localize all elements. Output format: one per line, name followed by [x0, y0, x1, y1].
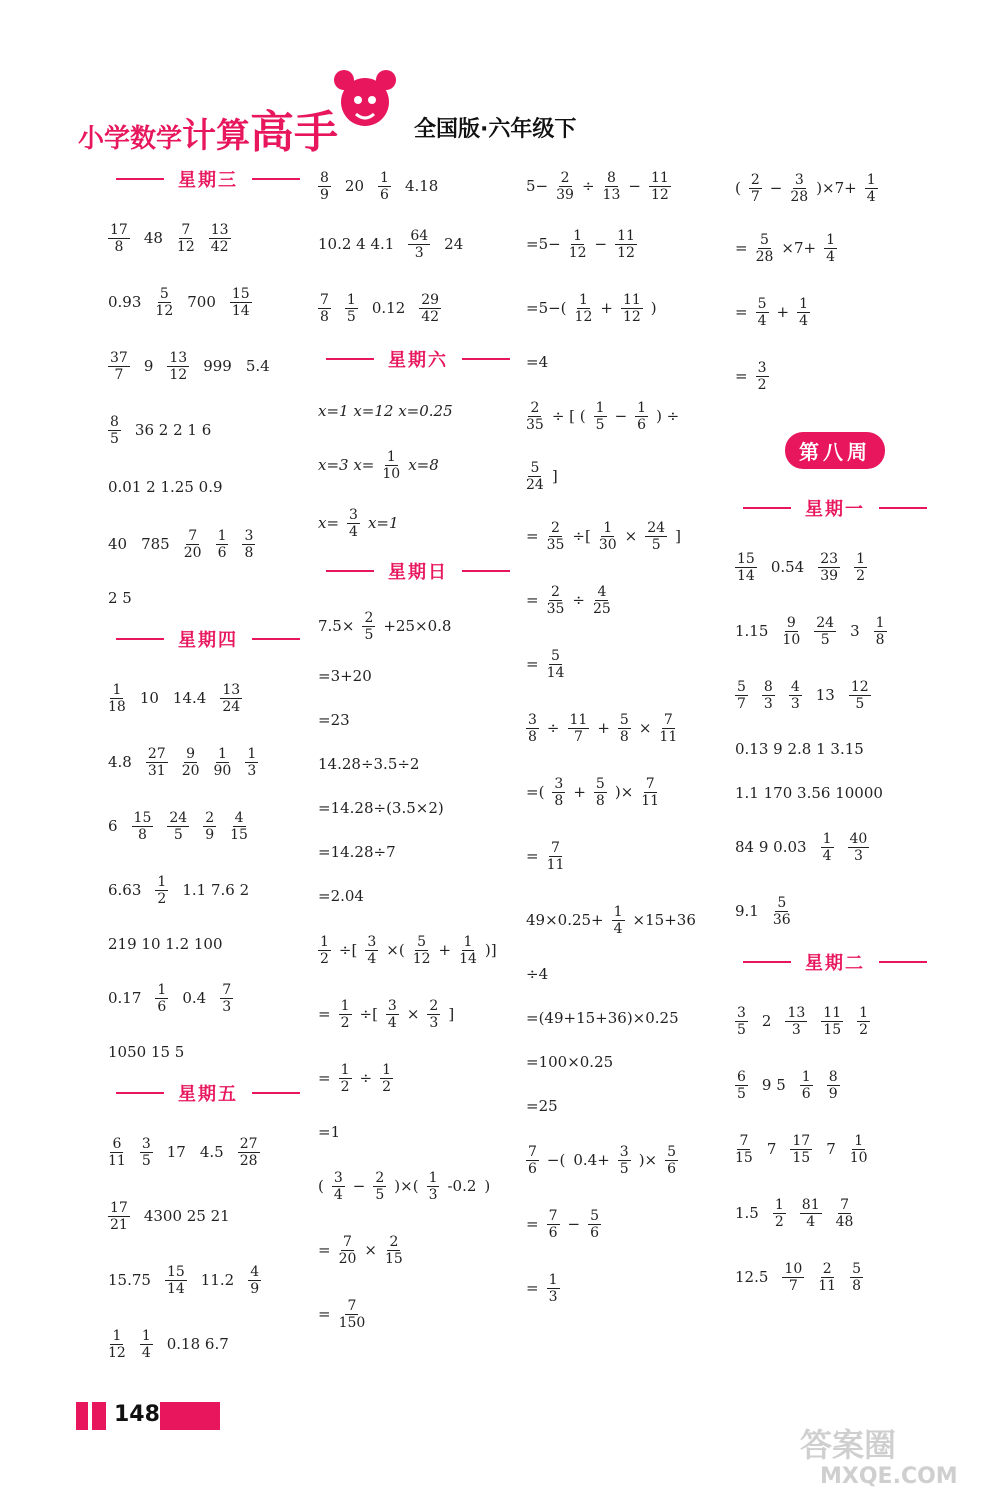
answer-row	[108, 462, 308, 512]
watermark-logo: 答案圈	[800, 1426, 897, 1464]
answer-row: = $\frac{5}{4}$ + $\frac{1}{4}$	[735, 295, 808, 329]
answer-row: =5−( $\frac{1}{12}$ + $\frac{11}{12}$ )	[526, 291, 657, 325]
answer-row	[318, 830, 518, 874]
answer-row: $\frac{7}{6}$ −( 0.4+ $\frac{3}{5}$ )× $\frac{5}{6}$	[528, 1143, 677, 1177]
answer-value: 700	[187, 293, 216, 311]
answer-value: 24	[444, 235, 464, 253]
answer-row	[735, 727, 935, 771]
answer-column-1	[108, 160, 308, 1376]
answer-row: $\frac{8}{5}$ 36 2 2 1 6	[110, 413, 212, 447]
answer-value: 17	[166, 1143, 186, 1161]
answer-value: x=3 x=	[318, 456, 375, 474]
answer-value: 4.5	[199, 1143, 224, 1161]
answer-value: 0.01 2 1.25 0.9	[108, 478, 223, 496]
answer-value: 10	[139, 689, 159, 707]
answer-value: 219 10 1.2 100	[108, 935, 223, 953]
answer-value: 3	[850, 622, 860, 640]
answer-value: 20	[344, 177, 365, 195]
answer-value: x=1	[367, 514, 399, 532]
section-title: 星期四	[178, 630, 238, 651]
answer-row	[318, 1110, 518, 1154]
answer-value: 7.5×	[318, 617, 355, 635]
section-friday	[108, 1080, 308, 1106]
answer-value: 1.5	[735, 1204, 759, 1222]
section-title: 星期五	[178, 1084, 238, 1105]
section-sunday	[318, 558, 518, 584]
answer-value: 9 5	[761, 1076, 786, 1094]
answer-value: 12.5	[735, 1268, 769, 1286]
answer-value: 15.75	[108, 1271, 151, 1289]
answer-row: 6 $\frac{15}{8}$ $\frac{24}{5}$ $\frac{2}{9}$ $\frac{4}{15}$	[108, 809, 248, 843]
answer-value: 48	[143, 229, 163, 247]
answer-row	[526, 952, 731, 996]
answer-row: $\frac{6}{11}$ $\frac{3}{5}$ 17 4.5 $\frac{27}{28}$	[108, 1135, 258, 1169]
answer-value: 0.54	[770, 558, 805, 576]
answer-value: 0.93	[108, 293, 142, 311]
week-label: 第八周	[785, 432, 885, 469]
answer-value: 6	[108, 817, 118, 835]
answer-row: 0.93 $\frac{5}{12}$ 700 $\frac{15}{14}$	[108, 285, 250, 319]
answer-row: 40 785 $\frac{7}{20}$ $\frac{1}{6}$ $\frac{3}{8}$	[108, 527, 254, 561]
answer-value: 0.18 6.7	[166, 1335, 229, 1353]
section-monday	[735, 495, 935, 521]
answer-value: 1.1 7.6 2	[182, 881, 250, 899]
answer-row: $\frac{37}{7}$ 9 $\frac{13}{12}$ 999 5.4	[110, 349, 270, 383]
answer-value: =1	[318, 1123, 341, 1141]
answer-value: 7	[766, 1140, 777, 1158]
section-tuesday	[735, 949, 935, 975]
answer-row: = $\frac{7}{6}$ − $\frac{5}{6}$	[526, 1207, 599, 1241]
answer-value: 4300 25 21	[143, 1207, 230, 1225]
answer-row	[318, 742, 518, 786]
answer-value: 14.28÷3.5÷2	[318, 755, 420, 773]
answer-row: = $\frac{7}{150}$	[318, 1297, 366, 1331]
answer-value: ×15+36	[632, 911, 696, 929]
answer-value: +25×0.8	[383, 617, 452, 635]
answer-value: 0.13 9 2.8 1 3.15	[735, 740, 864, 758]
answer-column-3	[526, 160, 731, 1320]
answer-row: $\frac{1}{12}$ $\frac{1}{4}$ 0.18 6.7	[108, 1327, 229, 1361]
brand-title	[78, 96, 338, 160]
answer-row: $\frac{1}{18}$ 10 14.4 $\frac{13}{24}$	[108, 681, 241, 715]
answer-value: x=8	[408, 456, 439, 474]
brand-small: 小学数学	[78, 124, 183, 154]
answer-row: 9.1 $\frac{5}{36}$	[735, 894, 791, 928]
edition-label: 全国版·六年级下	[414, 117, 577, 142]
answer-value: =14.28÷(3.5×2)	[318, 799, 444, 817]
section-title: 星期二	[805, 953, 865, 974]
answer-value: 785	[141, 535, 170, 553]
answer-row: x=3 x= $\frac{1}{10}$ x=8	[318, 448, 439, 482]
answer-value: =25	[526, 1097, 558, 1115]
answer-value: =14.28÷7	[318, 843, 396, 861]
answer-value: =(49+15+36)×0.25	[526, 1009, 679, 1027]
answer-value: 9	[143, 357, 154, 375]
answer-value: 5−	[526, 177, 549, 195]
section-wednesday	[108, 166, 308, 192]
answer-value: 36 2 2 1 6	[134, 421, 212, 439]
section-thursday	[108, 626, 308, 652]
brand-huge: 高手	[250, 107, 339, 158]
page-header	[0, 0, 1000, 158]
answer-row: $\frac{5}{7}$ $\frac{8}{3}$ $\frac{4}{3}$ 13 $\frac{12}{5}$	[737, 678, 869, 712]
answer-row: 5− $\frac{2}{39}$ ÷ $\frac{8}{13}$ − $\frac{11}{12}$	[526, 169, 669, 203]
answer-value: 11.2	[200, 1271, 235, 1289]
answer-value: =5−	[526, 235, 561, 253]
answer-row: = $\frac{2}{35}$ ÷ $\frac{4}{25}$	[526, 583, 611, 617]
answer-value: 6.63	[108, 881, 142, 899]
answer-value: 0.17	[108, 989, 142, 1007]
answer-row: 6.63 $\frac{1}{2}$ 1.1 7.6 2	[108, 873, 250, 907]
answer-row	[526, 1084, 731, 1128]
answer-row	[108, 1030, 308, 1074]
answer-value: =2.04	[318, 887, 364, 905]
answer-row: 1.15 $\frac{9}{10}$ $\frac{24}{5}$ 3 $\frac{1}{8}$	[735, 614, 885, 648]
answer-row: 0.17 $\frac{1}{6}$ 0.4 $\frac{7}{3}$	[108, 981, 232, 1015]
answer-value: 10.2 4 4.1	[318, 235, 395, 253]
answer-row: $\frac{15}{14}$ 0.54 $\frac{23}{39}$ $\frac{1}{2}$	[737, 550, 865, 584]
answer-value: 0.4+	[573, 1151, 610, 1169]
answer-value: =23	[318, 711, 350, 729]
answer-value: ÷4	[526, 965, 549, 983]
answer-value: 13	[815, 686, 835, 704]
answer-row: $\frac{2}{35}$ ÷ [ ( $\frac{1}{5}$ − $\frac{1}{6}$ ) ÷	[526, 399, 680, 433]
footer-bar	[160, 1402, 220, 1430]
answer-row: = $\frac{1}{3}$	[526, 1271, 558, 1305]
answer-value: x=	[318, 514, 340, 532]
answer-row	[526, 1040, 731, 1084]
answer-column-2	[318, 160, 518, 1346]
answer-row: ( $\frac{2}{7}$ − $\frac{3}{28}$ )×7+ $\frac{1}{4}$	[735, 171, 876, 205]
answer-value: 999	[203, 357, 232, 375]
section-title: 星期六	[388, 350, 448, 371]
answer-row: = $\frac{2}{35}$ ÷[ $\frac{1}{30}$ × $\frac{24}{5}$ ]	[526, 519, 681, 553]
answer-row: $\frac{3}{5}$ 2 $\frac{13}{3}$ $\frac{11}{15}$ $\frac{1}{2}$	[737, 1004, 869, 1038]
answer-row: 4.8 $\frac{27}{31}$ $\frac{9}{20}$ $\frac{1}{90}$ $\frac{1}{3}$	[108, 745, 257, 779]
answer-value: 84 9 0.03	[735, 838, 807, 856]
answer-row: $\frac{7}{8}$ $\frac{1}{5}$ 0.12 $\frac{29}{42}$	[320, 291, 440, 325]
answer-row	[526, 340, 731, 384]
section-title: 星期日	[388, 562, 448, 583]
answer-row	[318, 654, 518, 698]
answer-row	[108, 922, 308, 966]
answer-row	[108, 576, 308, 620]
answer-value: 0.4	[182, 989, 207, 1007]
answer-column-4	[735, 160, 935, 1309]
section-title: 星期三	[178, 170, 238, 191]
footer-bar	[76, 1402, 88, 1430]
answer-row: 49×0.25+ $\frac{1}{4}$ ×15+36	[526, 903, 696, 937]
answer-row: = $\frac{3}{2}$	[735, 359, 767, 393]
answer-row: 7.5× $\frac{2}{5}$ +25×0.8	[318, 609, 452, 643]
footer-bar	[92, 1402, 106, 1430]
answer-row: 12.5 $\frac{10}{7}$ $\frac{2}{11}$ $\frac{5}{8}$	[735, 1260, 861, 1294]
answer-row	[318, 874, 518, 918]
answer-row	[318, 698, 518, 742]
answer-value: 2	[761, 1012, 772, 1030]
answer-row: $\frac{17}{8}$ 48 $\frac{7}{12}$ $\frac{13}{42}$	[110, 221, 229, 255]
answer-row: = $\frac{5}{28}$ ×7+ $\frac{1}{4}$	[735, 231, 836, 265]
answer-value: 0.12	[371, 299, 406, 317]
answer-value: 14.4	[172, 689, 207, 707]
answer-row: =( $\frac{3}{8}$ + $\frac{5}{8}$ )× $\frac{7}{11}$	[526, 775, 660, 809]
answer-row: $\frac{3}{8}$ ÷ $\frac{11}{7}$ + $\frac{5}{8}$ × $\frac{7}{11}$	[528, 711, 678, 745]
answer-value: 40	[108, 535, 128, 553]
answer-value: 1050 15 5	[108, 1043, 185, 1061]
answer-row: $\frac{5}{24}$ ]	[526, 459, 558, 493]
answer-row: = $\frac{1}{2}$ ÷[ $\frac{3}{4}$ × $\frac{2}{3}$ ]	[318, 997, 455, 1031]
answer-row: ( $\frac{3}{4}$ − $\frac{2}{5}$ )×( $\frac{1}{3}$ -0.2 )	[318, 1169, 491, 1203]
answer-value: 4.18	[404, 177, 439, 195]
answer-row	[318, 386, 518, 436]
answer-value: 7	[826, 1140, 836, 1158]
answer-row	[526, 996, 731, 1040]
answer-value: x=1 x=12 x=0.25	[318, 402, 453, 420]
answer-value: 2 5	[108, 589, 132, 607]
watermark-url: MXQE.COM	[820, 1464, 958, 1489]
answer-row: $\frac{8}{9}$ 20 $\frac{1}{6}$ 4.18	[320, 169, 439, 203]
page-number: 148	[114, 1402, 160, 1427]
answer-row: $\frac{17}{21}$ 4300 25 21	[110, 1199, 230, 1233]
week-8-badge	[735, 432, 935, 469]
section-saturday	[318, 346, 518, 372]
answer-row: =5− $\frac{1}{12}$ − $\frac{11}{12}$	[526, 227, 635, 261]
answer-row: $\frac{6}{5}$ 9 5 $\frac{1}{6}$ $\frac{8}{9}$	[737, 1068, 838, 1102]
answer-row: = $\frac{1}{2}$ ÷ $\frac{1}{2}$	[318, 1061, 391, 1095]
answer-value: 49×0.25+	[526, 911, 604, 929]
section-title: 星期一	[805, 499, 865, 520]
answer-row: = $\frac{5}{14}$	[526, 647, 565, 681]
answer-value: -0.2	[447, 1177, 477, 1195]
answer-value: 4.8	[108, 753, 132, 771]
answer-row: $\frac{7}{15}$ 7 $\frac{17}{15}$ 7 $\frac{1}{10}$	[735, 1132, 868, 1166]
answer-row: 84 9 0.03 $\frac{1}{4}$ $\frac{40}{3}$	[735, 830, 868, 864]
answer-row: $\frac{1}{2}$ ÷[ $\frac{3}{4}$ ×( $\frac{5}{12}$ + $\frac{1}{14}$ )]	[320, 933, 497, 967]
brand-big: 计算	[182, 116, 251, 156]
answer-row: = $\frac{7}{11}$	[526, 839, 565, 873]
mascot-icon	[330, 62, 400, 142]
answer-value: 5.4	[245, 357, 270, 375]
answer-value: =100×0.25	[526, 1053, 614, 1071]
answer-row: 15.75 $\frac{15}{14}$ 11.2 $\frac{4}{9}$	[108, 1263, 260, 1297]
answer-row: = $\frac{7}{20}$ × $\frac{2}{15}$	[318, 1233, 403, 1267]
answer-value: ×7+	[781, 239, 817, 257]
answer-value: =3+20	[318, 667, 372, 685]
answer-value: 1.15	[735, 622, 769, 640]
answer-row: x= $\frac{3}{4}$ x=1	[318, 506, 399, 540]
answer-row: 10.2 4 4.1 $\frac{64}{3}$ 24	[318, 227, 464, 261]
answer-row: 1.5 $\frac{1}{2}$ $\frac{81}{4}$ $\frac{7}{48}$	[735, 1196, 854, 1230]
answer-value: =4	[526, 353, 549, 371]
answer-row	[735, 771, 935, 815]
answer-value: 9.1	[735, 902, 759, 920]
answer-row	[318, 786, 518, 830]
answer-value: 1.1 170 3.56 10000	[735, 784, 883, 802]
